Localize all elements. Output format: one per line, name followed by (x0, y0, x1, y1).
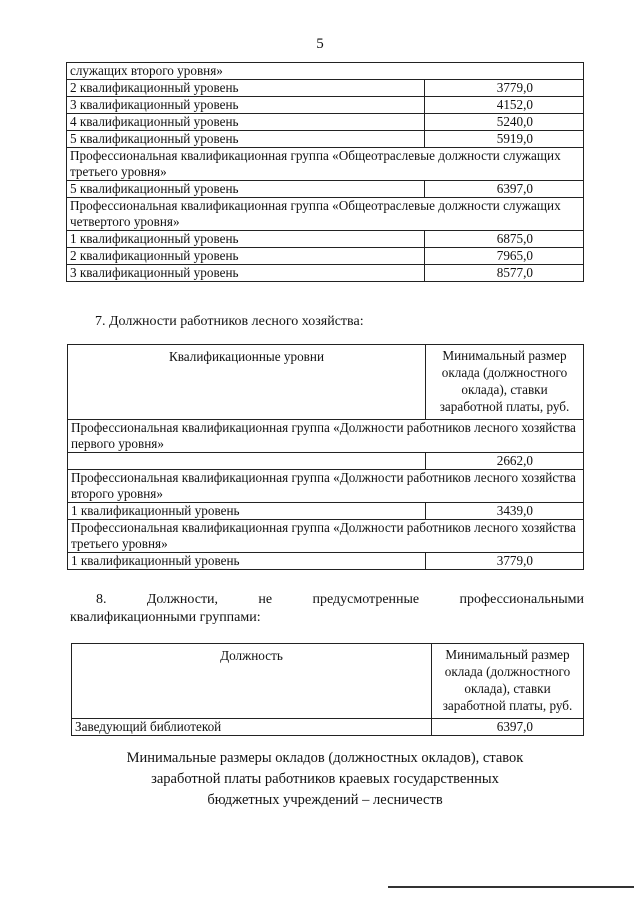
salary-value: 5240,0 (425, 114, 584, 131)
scan-edge-line (388, 886, 634, 888)
level-label: 1 квалификационный уровень (68, 553, 426, 570)
level-label: 4 квалификационный уровень (67, 114, 425, 131)
heading-8-line2: квалификационными группами: (70, 610, 261, 625)
table-header-row (68, 345, 584, 420)
table-row (67, 231, 584, 248)
level-label: 5 квалификационный уровень (67, 181, 425, 198)
salary-table-continued (66, 62, 584, 282)
level-label: 1 квалификационный уровень (67, 231, 425, 248)
group-title: Профессиональная квалификационная группа «Должности работников лесного хозяйства второго уровня» (68, 470, 584, 503)
page-number: 5 (316, 36, 324, 52)
table-row (67, 248, 584, 265)
salary-value: 2662,0 (426, 453, 584, 470)
table-row (67, 131, 584, 148)
table-row (68, 503, 584, 520)
group-title: Профессиональная квалификационная группа «Должности работников лесного хозяйства третьего уровня» (68, 520, 584, 553)
other-positions-table (71, 643, 584, 736)
table-row (67, 265, 584, 282)
section-7-heading: 7. Должности работников лесного хозяйства: (95, 314, 364, 329)
level-label: Заведующий библиотекой (72, 719, 432, 736)
table-row (67, 114, 584, 131)
header-position: Должность (72, 644, 432, 719)
section-8-heading (70, 591, 584, 627)
group-title: служащих второго уровня» (67, 63, 584, 80)
header-min-salary: Минимальный размер оклада (должностного оклада), ставки заработной платы, руб. (426, 345, 584, 420)
salary-value: 4152,0 (425, 97, 584, 114)
salary-value: 7965,0 (425, 248, 584, 265)
group-row (67, 198, 584, 231)
bottom-title-text: Минимальные размеры окладов (должностных окладов), ставок заработной платы работников краевых государственных бюджетных учреждений – лесничеств (126, 750, 524, 808)
salary-value: 3779,0 (426, 553, 584, 570)
salary-value: 5919,0 (425, 131, 584, 148)
heading-8-word: Должности, (146, 592, 219, 607)
forestry-salary-table (67, 344, 584, 570)
table-row (72, 719, 584, 736)
group-title: Профессиональная квалификационная группа «Общеотраслевые должности служащих третьего уровня» (67, 148, 584, 181)
group-row (68, 470, 584, 503)
header-min-salary: Минимальный размер оклада (должностного оклада), ставки заработной платы, руб. (432, 644, 584, 719)
salary-value: 6397,0 (425, 181, 584, 198)
group-row (68, 520, 584, 553)
group-title: Профессиональная квалификационная группа «Общеотраслевые должности служащих четвертого уровня» (67, 198, 584, 231)
level-label: 3 квалификационный уровень (67, 265, 425, 282)
group-title: Профессиональная квалификационная группа «Должности работников лесного хозяйства первого уровня» (68, 420, 584, 453)
heading-8-word: не (258, 592, 273, 607)
table-row (68, 453, 584, 470)
salary-value: 6875,0 (425, 231, 584, 248)
table-row (67, 97, 584, 114)
group-row (67, 148, 584, 181)
heading-8-word: профессиональными (459, 592, 584, 607)
salary-value: 3779,0 (425, 80, 584, 97)
level-label (68, 453, 426, 470)
level-label: 1 квалификационный уровень (68, 503, 426, 520)
bottom-title (0, 748, 640, 811)
table-row (68, 553, 584, 570)
salary-value: 6397,0 (432, 719, 584, 736)
group-row (68, 420, 584, 453)
salary-value: 8577,0 (425, 265, 584, 282)
salary-value: 3439,0 (426, 503, 584, 520)
table-row (67, 181, 584, 198)
level-label: 5 квалификационный уровень (67, 131, 425, 148)
level-label: 2 квалификационный уровень (67, 80, 425, 97)
table-header-row (72, 644, 584, 719)
header-levels: Квалификационные уровни (68, 345, 426, 420)
heading-8-word: предусмотренные (312, 592, 420, 607)
heading-8-word: 8. (96, 592, 107, 607)
group-row (67, 63, 584, 80)
level-label: 2 квалификационный уровень (67, 248, 425, 265)
level-label: 3 квалификационный уровень (67, 97, 425, 114)
table-row (67, 80, 584, 97)
